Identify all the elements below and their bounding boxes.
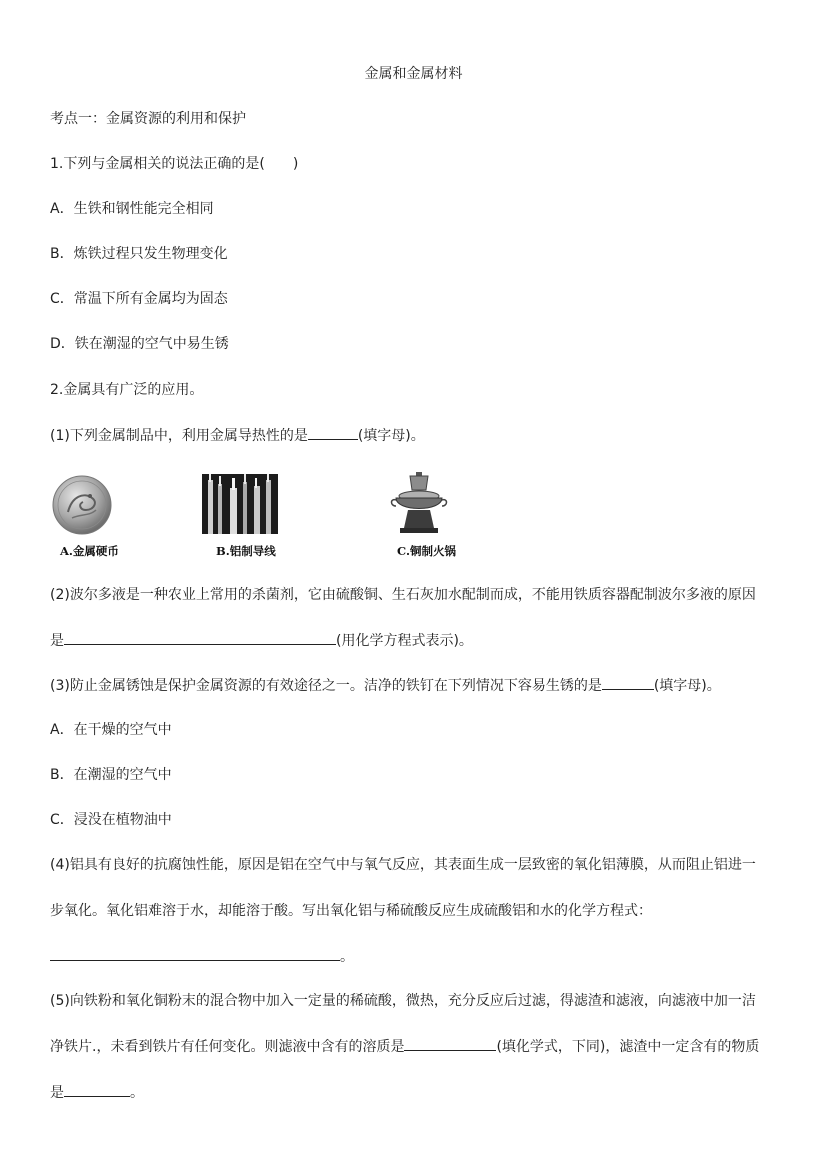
question-1-option-b: B．炼铁过程只发生物理变化	[50, 246, 228, 262]
wire-image	[202, 474, 278, 534]
part-3-option-b: B．在潮湿的空气中	[50, 767, 172, 783]
answer-blank	[602, 675, 654, 690]
part-1-text: (1)下列金属制品中，利用金属导热性的是	[50, 428, 308, 444]
part-2-prefix: 是	[50, 633, 64, 649]
part-1-suffix: (填字母)。	[357, 428, 425, 444]
question-1-option-a: A．生铁和钢性能完全相同	[50, 201, 214, 217]
question-2-part-2-line-2	[50, 630, 473, 651]
part-2-suffix: (用化学方程式表示)。	[336, 633, 473, 649]
question-2-stem: 2.金属具有广泛的应用。	[50, 382, 204, 398]
question-2-part-3	[50, 675, 721, 696]
part-3-option-c: C．浸没在植物油中	[50, 812, 172, 828]
part-3-option-a: A．在干燥的空气中	[50, 722, 172, 738]
question-2-part-5-line-1: (5)向铁粉和氧化铜粉末的混合物中加入一定量的稀硫酸，微热，充分反应后过滤，得滤渣和滤液，向滤液中加一洁	[50, 993, 756, 1009]
question-2-part-4-line-2: 步氧化。氧化铝难溶于水，却能溶于酸。写出氧化铝与稀硫酸反应生成硫酸铝和水的化学方程式：	[50, 903, 652, 919]
part-3-suffix: (填字母)。	[653, 678, 721, 694]
coin-image	[50, 474, 114, 536]
question-1-option-d: D．铁在潮湿的空气中易生锈	[50, 336, 229, 352]
answer-blank	[50, 946, 340, 961]
part-5-end: 。	[130, 1085, 144, 1101]
answer-blank	[308, 425, 358, 440]
question-2-part-1	[50, 425, 425, 446]
part-5-middle: (填化学式，下同)，滤渣中一定含有的物质	[496, 1039, 760, 1055]
question-2-part-4-line-3	[50, 946, 354, 967]
question-1-option-c: C．常温下所有金属均为固态	[50, 291, 228, 307]
part-3-text: (3)防止金属锈蚀是保护金属资源的有效途径之一。洁净的铁钉在下列情况下容易生锈的是	[50, 678, 602, 694]
figure-a-caption: A.金属硬币	[60, 544, 119, 558]
figure-b-caption: B.铝制导线	[216, 544, 276, 558]
question-2-part-5-line-2	[50, 1036, 759, 1057]
part-5-text: 净铁片.，未看到铁片有任何变化。则滤液中含有的溶质是	[50, 1039, 405, 1055]
section-heading: 考点一：金属资源的利用和保护	[50, 111, 246, 127]
question-2-part-4-line-1: (4)铝具有良好的抗腐蚀性能，原因是铝在空气中与氧气反应，其表面生成一层致密的氧化铝薄膜，从而阻止铝进一	[50, 857, 756, 873]
answer-blank	[64, 1082, 130, 1097]
figure-c-caption: C.铜制火锅	[397, 544, 456, 558]
question-2-part-2-line-1: (2)波尔多液是一种农业上常用的杀菌剂，它由硫酸铜、生石灰加水配制而成，不能用铁质容器配制波尔多液的原因	[50, 587, 756, 603]
part-5-prefix: 是	[50, 1085, 64, 1101]
question-1-stem: 1.下列与金属相关的说法正确的是( )	[50, 156, 299, 172]
answer-blank	[64, 630, 336, 645]
part-4-end: 。	[340, 949, 354, 965]
answer-blank	[404, 1036, 496, 1051]
page-title: 金属和金属材料	[364, 66, 463, 82]
hotpot-image	[390, 470, 448, 534]
question-2-part-5-line-3	[50, 1082, 144, 1103]
